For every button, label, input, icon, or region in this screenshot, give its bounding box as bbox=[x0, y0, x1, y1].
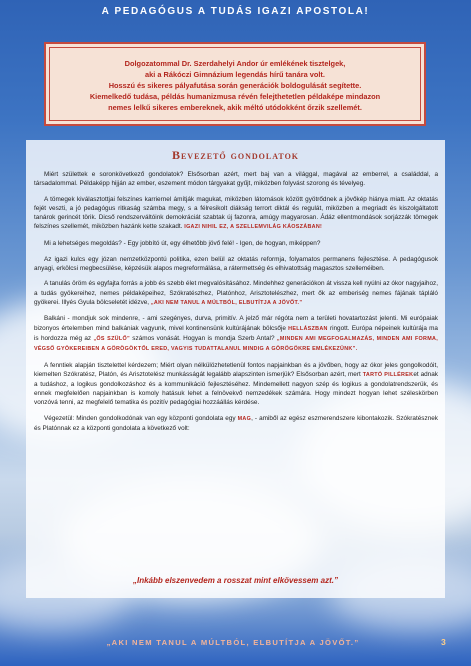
paragraph: A fenntiek alapján tisztelettel kérdezem; Miért olyan nélkülözhetetlenül fontos napjainkban és a jövőben, hogy az ókor jeles gongolkodóit, kiemelten Szókratész, Platón, és Arisztotelész munkásságát legalább alapszinten ismerjük? Elsősorban azért, mert TARTÓ PILLÉREKet adnak a tudáshoz, a logikus gondolkozáshoz és a kommunikáció fejlesztéséhez. Mindemellett nagyon szép és logikus a gondolatrendszerük, és ennek megfelelően napjainkban is komoly hatásuk lehet a felnövekvő nemzedékek számára. Hogy mindezt hogyan lehet széleskörben vonzóvá tenni, az megfelelő tematika és pozitív pedagógiai hozzáállás kérdése. bbox=[34, 361, 438, 407]
closing-quote: „Inkább elszenvedem a rosszat mint elkövessem azt.” bbox=[133, 576, 338, 585]
footer-motto: „AKI NEM TANUL A MÚLTBÓL, ELBUTÍTJA A JÖVŐT.” bbox=[106, 638, 360, 647]
paragraph: Balkáni - mondjuk sok mindenre, - ami szegényes, durva, primitív. A jelző már régóta nem a területi hovatartozást jelenti. Mi európaiak bizonyos értelemben mind balkániak vagyunk, mivel kontinensünk kultúrájának bölcsője HELLÁSZBAN ringott. Európa népeinek kultúrája ma is hordozza még az „ŐS SZÜLŐ” számos vonását. Hogyan is mondja Szerb Antal? „MINDEN AMI MEGFOGALMAZÁS, MINDEN AMI FORMA, VÉGSŐ GYÖKEREIBEN A GÖRÖGÖKTŐL ERED, VAGYIS TUDATTALANUL MINDIG A GÖRÖGÖKRE EMLÉKEZÜNK”. bbox=[34, 315, 439, 352]
emphasis: „AKI NEM TANUL A MÚLTBÓL, ELBUTÍTJA A JÖVŐT.” bbox=[150, 299, 303, 306]
emphasis: MAG bbox=[237, 416, 252, 422]
dedication-line: aki a Rákóczi Gimnázium legendás hírű tanára volt. bbox=[145, 70, 325, 79]
article-body bbox=[34, 170, 438, 440]
paragraph: A tömegek kiválasztottjai felszínes karriernel ámítják magukat, miközben látomások között gyötrődnek a jövőkép hiánya miatt. Az oktatás fejét veszti, a jó pedagógus ritkaság számba megy, s a félresikolt diákság terrort diktál és regulát, miközben a megriadt és kiszolgáltatott tanárok gerincét törik. Dicső rendszerváltóink demokráciát szabtak új fazonra, amúgy magyarosan. Ádáz ellentmondások sorjázzák tömegek felszínes szellemét, miközben hazánk kette szakadt. IGAZI NIHIL EZ, A SZELLEMVILÁG KÁOSZÁBAN! bbox=[34, 195, 438, 231]
dedication-line: Kiemelkedő tudása, példás humanizmusa révén felejthetetlen példaképe mindazon bbox=[89, 92, 381, 101]
paragraph: Miért születtek e soronkövetkező gondolatok? Elsősorban azért, mert baj van a világgal, magával az emberrel, a családdal, a társadalommal. Példaképp hijján az ember, eszement módon tárgyakat gyűjt, miközben folyvást szorong és tévelyeg. bbox=[34, 171, 438, 188]
dedication-box bbox=[44, 42, 426, 126]
paragraph: Mi a lehetséges megoldás? - Egy jobbító út, egy élhetőbb jövő felé! - Igen, de hogyan, miképpen? bbox=[44, 240, 321, 247]
emphasis: IGAZI NIHIL EZ, A SZELLEMVILÁG KÁOSZÁBAN! bbox=[184, 224, 323, 231]
dedication-text bbox=[56, 58, 414, 113]
emphasis: TARTÓ PILLÉREK bbox=[362, 371, 414, 378]
page-number: 3 bbox=[441, 637, 446, 647]
dedication-line: nemes lelkű sikeres embereknek, akik méltó utódokként őrzik szellemét. bbox=[108, 103, 362, 112]
dedication-line: Dolgozatommal Dr. Szerdahelyi Andor úr emlékének tisztelgek, bbox=[124, 59, 346, 68]
section-title: Bevezető gondolatok bbox=[171, 148, 300, 162]
page-header-title: A PEDAGÓGUS A TUDÁS IGAZI APOSTOLA! bbox=[101, 6, 370, 17]
paragraph: A tanulás öröm és egyfajta forrás a jobb és szebb élet megvalósításához. Mindehhez generációkon át vissza kell nyúlni az ókor nagyjaihoz, a tudás gyökereihez, nemes példaképeihez, Szókratészhez, Platónhoz, Arisztotelészhez, mert ők az emberiség nemes fájának tápláló gyökerei. Illyés Gyula bölcseletét idézve, „AKI NEM TANUL A MÚLTBÓL, ELBUTÍTJA A JÖVŐT.” bbox=[34, 280, 438, 306]
dedication-line: Hosszú és sikeres pályafutása során generációk boldogulását segítette. bbox=[108, 81, 362, 90]
emphasis: HELLÁSZBAN bbox=[288, 325, 328, 332]
emphasis: „ŐS SZÜLŐ” bbox=[93, 335, 130, 342]
paragraph: Végezetül: Minden gondolkodónak van egy központi gondolata egy MAG, - amiből az egész eszmerendszere kibontakozik. Szókratésznek és Platónnak ez a központi gondolata a következő volt: bbox=[34, 415, 439, 433]
paragraph: Az igazi kulcs egy józan nemzetközpontú politika, ezen belül az oktatás reformja, folyamatos permanens fejlesztése. A pedagógusok anyagi, erkölcsi megbecsülése, képzésük alapos megreformálása, a rátermettség és elhivatottság magasztos szelleméiben. bbox=[34, 255, 438, 272]
emphasis: „MINDEN AMI MEGFOGALMAZÁS, MINDEN AMI FORMA, VÉGSŐ GYÖKEREIBEN A GÖRÖGÖKTŐL ERED, VAGYIS TUDATTALANUL MINDIG A GÖRÖGÖKRE EMLÉKEZÜNK”. bbox=[34, 335, 439, 352]
